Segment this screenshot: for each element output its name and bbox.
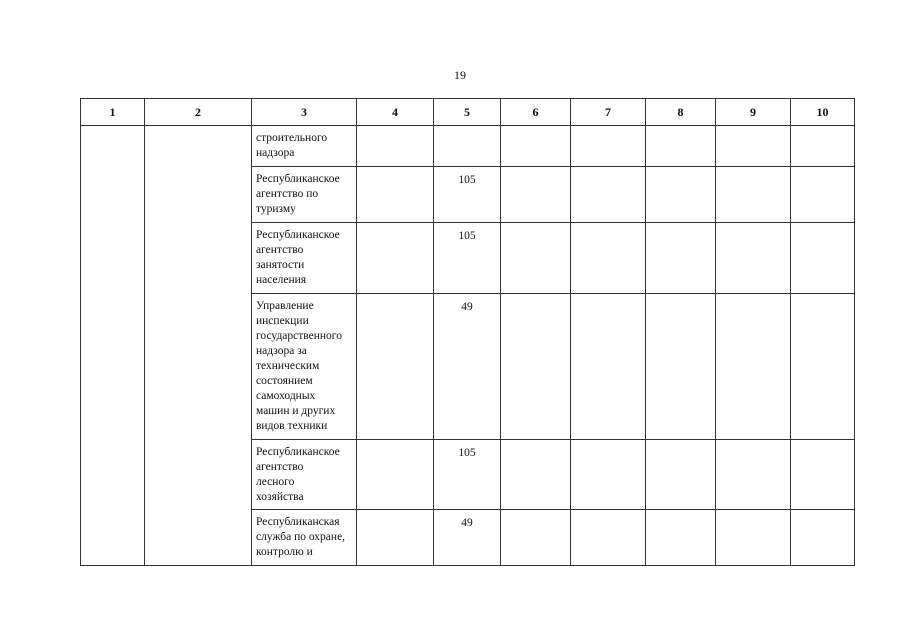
agency-name-cell: Республиканское агентство по туризму: [252, 167, 357, 223]
code-cell: 105: [434, 440, 501, 510]
empty-cell: [571, 223, 646, 294]
column-header-8: 8: [646, 99, 716, 126]
page-number: 19: [454, 68, 466, 82]
empty-cell: [501, 167, 571, 223]
empty-cell: [571, 294, 646, 440]
empty-cell: [571, 510, 646, 566]
empty-cell: [646, 440, 716, 510]
empty-cell: [501, 294, 571, 440]
empty-cell: [791, 510, 855, 566]
empty-cell: [646, 126, 716, 167]
empty-cell: [791, 440, 855, 510]
merged-cell-col1: [81, 126, 145, 566]
code-cell: 49: [434, 294, 501, 440]
empty-cell: [501, 440, 571, 510]
code-cell: 105: [434, 223, 501, 294]
empty-cell: [716, 223, 791, 294]
empty-cell: [357, 294, 434, 440]
empty-cell: [571, 126, 646, 167]
empty-cell: [357, 223, 434, 294]
empty-cell: [357, 510, 434, 566]
empty-cell: [791, 223, 855, 294]
empty-cell: [357, 126, 434, 167]
agency-name-cell: Республиканская служба по охране, контролю и: [252, 510, 357, 566]
empty-cell: [357, 167, 434, 223]
code-cell: 105: [434, 167, 501, 223]
table-row: [81, 126, 855, 167]
agency-name-cell: Управление инспекции государственного надзора за техническим состоянием самоходных машин и других видов техники: [252, 294, 357, 440]
empty-cell: [716, 167, 791, 223]
empty-cell: [571, 440, 646, 510]
empty-cell: [791, 167, 855, 223]
column-header-4: 4: [357, 99, 434, 126]
empty-cell: [646, 167, 716, 223]
empty-cell: [646, 294, 716, 440]
column-header-2: 2: [145, 99, 252, 126]
code-cell: 49: [434, 510, 501, 566]
column-header-10: 10: [791, 99, 855, 126]
empty-cell: [501, 223, 571, 294]
column-header-5: 5: [434, 99, 501, 126]
column-header-7: 7: [571, 99, 646, 126]
empty-cell: [646, 510, 716, 566]
column-header-3: 3: [252, 99, 357, 126]
empty-cell: [791, 294, 855, 440]
empty-cell: [501, 126, 571, 167]
empty-cell: [716, 510, 791, 566]
merged-cell-col2: [145, 126, 252, 566]
code-cell: [434, 126, 501, 167]
empty-cell: [501, 510, 571, 566]
agency-name-cell: строительного надзора: [252, 126, 357, 167]
agency-name-cell: Республиканское агентство лесного хозяйства: [252, 440, 357, 510]
column-header-1: 1: [81, 99, 145, 126]
column-header-9: 9: [716, 99, 791, 126]
empty-cell: [716, 126, 791, 167]
empty-cell: [571, 167, 646, 223]
empty-cell: [646, 223, 716, 294]
empty-cell: [716, 294, 791, 440]
agency-name-cell: Республиканское агентство занятости населения: [252, 223, 357, 294]
header-row: [81, 99, 855, 126]
data-table: [80, 98, 855, 566]
empty-cell: [791, 126, 855, 167]
empty-cell: [357, 440, 434, 510]
column-header-6: 6: [501, 99, 571, 126]
empty-cell: [716, 440, 791, 510]
